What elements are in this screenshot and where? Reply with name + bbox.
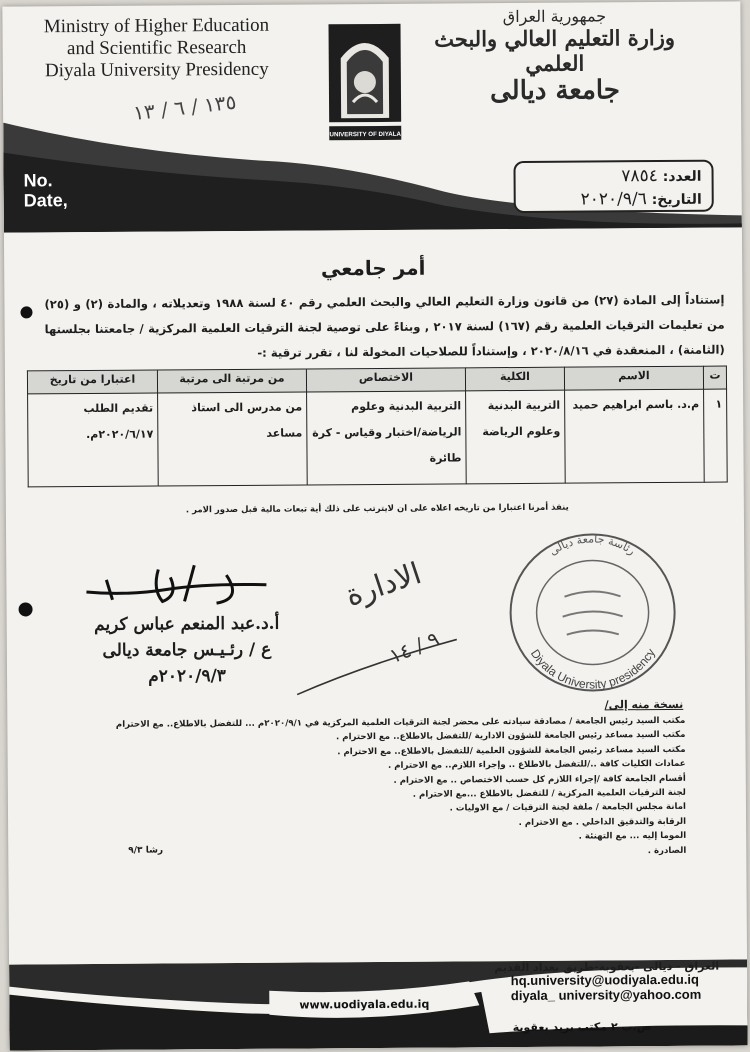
footer-address: العراق - ديالى -بعقوبة-طريق بغداد القديم (494, 959, 720, 975)
reference-date: ٢٠٢٠/٩/٦ (580, 189, 647, 210)
column-header: من مرتبة الى مرتبة (157, 369, 306, 393)
column-header: الكلية (465, 367, 564, 391)
list-item: أقسام الجامعة كافة /إجراء اللازم كل حسب الاختصاص .. مع الاحترام . (393, 773, 686, 786)
bullet-dot (20, 306, 32, 318)
list-item: عمادات الكليات كافة ../للتفضل بالاطلاع .. وإجراء اللازم.. مع الاحترام . (387, 759, 686, 772)
footer-email: hq.university@uodiyala.edu.iq (510, 971, 700, 989)
list-item: الموما إليه ... مع التهنئة . (578, 831, 687, 842)
reference-labels-en (24, 170, 68, 210)
reference-date-row (526, 188, 702, 212)
list-item: مكتب السيد مساعد رئيس الجامعة للشؤون العلمية /للتفضل بالاطلاع.. مع الاحترام . (337, 744, 686, 758)
list-item: الرقابة والتدقيق الداخلي . مع الاحترام . (518, 816, 687, 828)
handwritten-annotation (286, 543, 487, 704)
list-item: مكتب السيد رئيس الجامعة / مصادقة سيادته على محضر لجنة الترقيات العلمية المركزية في ٢٠٢٠/٩/١م ... للتفضل بالاطلاع.. مع الاحترام (115, 715, 686, 730)
letterhead-en-line: and Scientific Research (66, 36, 247, 60)
margin-dot (19, 602, 33, 616)
reference-number-row (525, 165, 701, 189)
list-item: الصادرة . (647, 845, 687, 856)
date-label-ar: التاريخ: (651, 191, 702, 209)
signatory-title: ع / رئـيـس جامعة ديالى (102, 639, 272, 661)
document-title: أمر جامعي (320, 255, 426, 281)
signatory-block (77, 611, 298, 691)
table-cell: التربية البدنية وعلوم الرياضة/اختبار وقياس - كرة طائرة (307, 391, 467, 485)
arabic-letterhead (404, 6, 705, 107)
column-header: ت (703, 366, 726, 389)
table-cell: تقديم الطلب ٢٠٢٠/٦/١٧م. (28, 393, 159, 487)
body-paragraph: إستناداً إلى المادة (٢٧) من قانون وزارة التعليم العالي والبحث العلمي رقم ٤٠ لسنة ١٩٨٨ وتعديلاته ، والمادة (٢) و (٢٥) من تعليمات الترقيات العلمية رقم (١٦٧) لسنة ٢٠١٧ , وبناءً على توصية لجنة الترقيات العلمية المركزية / جامعتنا بجلستها (الثامنة) ، المنعقدة في ٢٠٢٠/٨/١٦ ، وإستناداً للصلاحيات المخولة لنا ، تقرر ترقية :- (44, 292, 725, 360)
table-cell: التربية البدنية وعلوم الرياضة (466, 390, 566, 484)
execution-note: ينفذ أمرنا اعتبارا من تاريخه اعلاه على ان لايترتب على ذلك أية تبعات مالية قبل صدور الامر . (185, 502, 569, 516)
list-item: مكتب السيد مساعد رئيس الجامعة للشؤون الادارية /للتفضل بالاطلاع.. مع الاحترام . (335, 730, 686, 743)
english-letterhead (20, 15, 292, 83)
letterhead-ar-line: جامعة ديالى (489, 75, 620, 107)
reference-number: ٧٨٥٤ (621, 166, 658, 187)
column-header: اعتبارا من تاريخ (27, 370, 157, 394)
table-cell: ١ (704, 389, 728, 482)
stamp-english-text: Diyala University presidency (527, 646, 658, 692)
signatory-date: ٢٠٢٠/٩/٣م (148, 666, 226, 687)
handwritten-date: ٩ / ١٤ (385, 626, 443, 669)
letterhead-ar-line: جمهورية العراق (502, 6, 607, 27)
table-row (28, 389, 728, 487)
date-label: Date, (23, 190, 68, 211)
promotion-table (27, 366, 728, 488)
copies-list (116, 714, 686, 862)
reference-box (513, 160, 713, 213)
number-label-ar: العدد: (662, 168, 702, 185)
handwritten-note: ١٣٥ / ٦ / ١٣ (132, 89, 238, 126)
stamp-arabic-text: رئاسة جامعة ديالى (546, 532, 638, 559)
letterhead-en-line: Diyala University Presidency (44, 58, 269, 82)
footer-pobox: ص.ب ٢ مكتب بريد بعقوبة (512, 1020, 652, 1035)
list-item: لجنة الترقيات العلمية المركزية / للتفضل بالاطلاع ...مع الاحترام . (412, 787, 686, 800)
table-cell: من مدرس الى استاذ مساعد (158, 392, 308, 486)
letterhead-en-line: Ministry of Higher Education (43, 14, 270, 38)
footer-emails (511, 972, 702, 1003)
list-item: امانة مجلس الجامعة / ملفة لجنة الترقيات / مع الاوليات . (449, 802, 687, 814)
table-cell: م.د. باسم ابراهيم حميد (565, 389, 705, 483)
footer-website: www.uodiyala.edu.iq (299, 997, 430, 1012)
column-header: الاسم (564, 366, 703, 390)
letterhead-ar-line: وزارة التعليم العالي والبحث العلمي (434, 24, 676, 76)
typist-initials: رشا ٩/٣ (128, 845, 164, 856)
official-stamp (502, 526, 683, 697)
logo-caption: UNIVERSITY OF DIYALA (329, 130, 402, 139)
copies-heading: نسخة منه إلى/ (604, 697, 684, 712)
footer-email: diyala_ university@yahoo.com (510, 986, 702, 1004)
column-header: الاختصاص (306, 368, 465, 392)
number-label: No. (23, 170, 53, 191)
handwritten-text: الادارة (341, 556, 426, 614)
document-page (2, 1, 747, 1050)
signatory-name: أ.د.عبد المنعم عباس كريم (94, 613, 280, 635)
